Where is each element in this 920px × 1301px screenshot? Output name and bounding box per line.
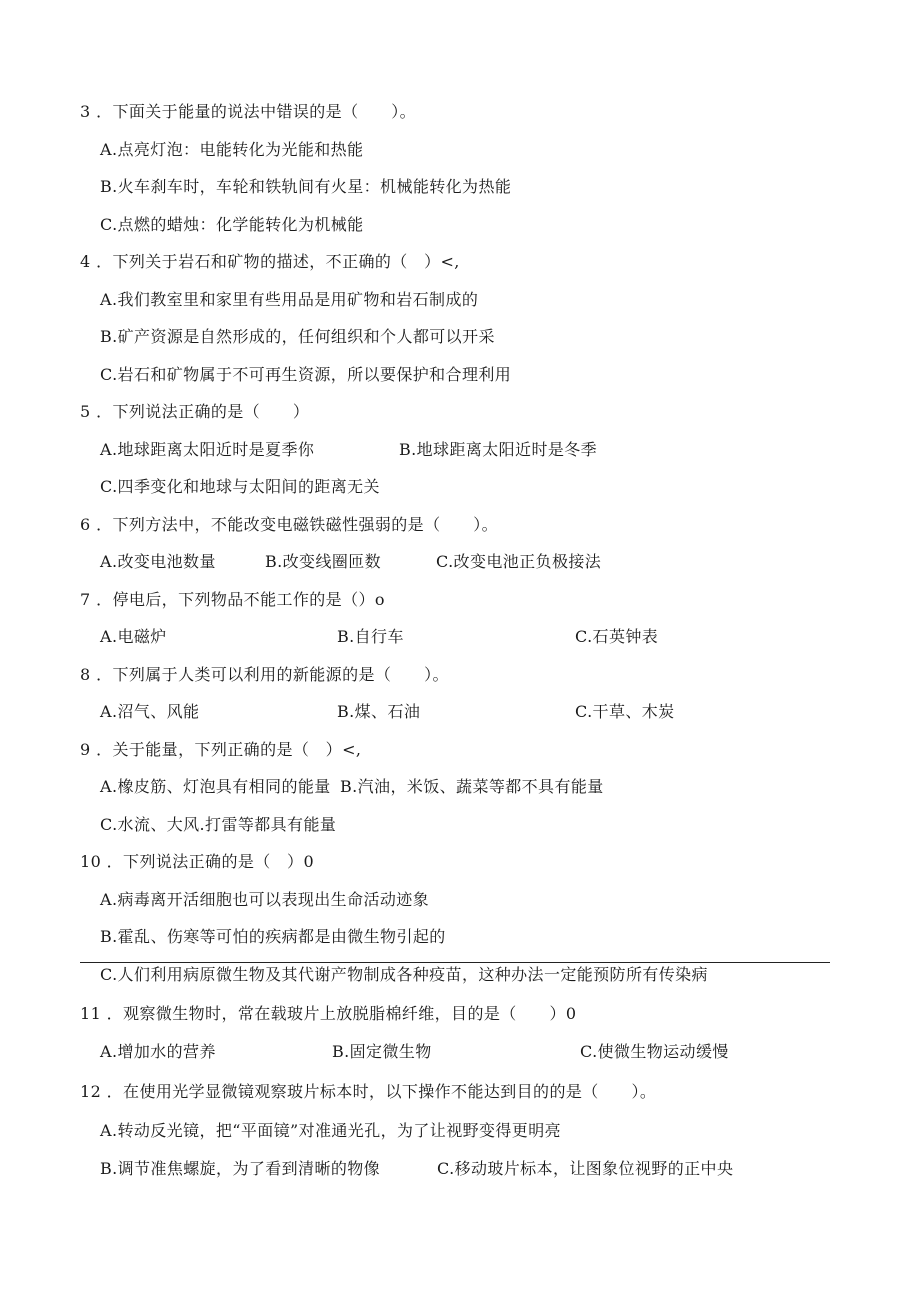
question-12-option-a: A.转动反光镜，把“平面镜”对准通光孔，为了让视野变得更明亮 bbox=[100, 1121, 562, 1140]
question-8-option-c: C.干草、木炭 bbox=[575, 702, 675, 721]
question-5-option-b: B.地球距离太阳近时是冬季 bbox=[399, 440, 598, 459]
question-7-stem: 7 ．停电后，下列物品不能工作的是（）o bbox=[80, 590, 385, 609]
question-7-option-c: C.石英钟表 bbox=[575, 627, 659, 646]
question-9-stem: 9 ．关于能量，下列正确的是（ ）<, bbox=[80, 740, 362, 759]
horizontal-divider bbox=[80, 962, 830, 963]
question-11-option-a: A.增加水的营养 bbox=[100, 1042, 216, 1061]
question-6-option-b: B.改变线圈匝数 bbox=[265, 552, 382, 571]
question-12-option-b: B.调节准焦螺旋，为了看到清晰的物像 bbox=[100, 1159, 381, 1178]
question-4-option-c: C.岩石和矿物属于不可再生资源，所以要保护和合理利用 bbox=[100, 365, 512, 384]
question-8-option-b: B.煤、石油 bbox=[337, 702, 421, 721]
question-10-option-c: C.人们利用病原微生物及其代谢产物制成各种疫苗，这种办法一定能预防所有传染病 bbox=[100, 965, 708, 984]
question-5-stem: 5 ．下列说法正确的是（ ） bbox=[80, 402, 310, 421]
question-9-option-c: C.水流、大风.打雷等都具有能量 bbox=[100, 815, 337, 834]
question-4-option-a: A.我们教室里和家里有些用品是用矿物和岩石制成的 bbox=[100, 290, 479, 309]
question-3-option-a: A.点亮灯泡：电能转化为光能和热能 bbox=[100, 140, 364, 159]
question-12-stem: 12 ．在使用光学显微镜观察玻片标本时，以下操作不能达到目的的是（ ）。 bbox=[80, 1082, 657, 1101]
question-3-option-b: B.火车刹车时，车轮和铁轨间有火星：机械能转化为热能 bbox=[100, 177, 512, 196]
question-5-option-c: C.四季变化和地球与太阳间的距离无关 bbox=[100, 477, 380, 496]
question-7-option-b: B.自行车 bbox=[337, 627, 404, 646]
question-10-option-b: B.霍乱、伤寒等可怕的疾病都是由微生物引起的 bbox=[100, 927, 446, 946]
question-12-option-c: C.移动玻片标本，让图象位视野的正中央 bbox=[437, 1159, 734, 1178]
question-6-option-a: A.改变电池数量 bbox=[100, 552, 216, 571]
question-7-option-a: A.电磁炉 bbox=[100, 627, 167, 646]
question-4-stem: 4 ．下列关于岩石和矿物的描述，不正确的（ ）<, bbox=[80, 252, 460, 271]
question-9-option-a: A.橡皮筋、灯泡具有相同的能量 bbox=[100, 777, 331, 796]
question-11-stem: 11 ．观察微生物时，常在载玻片上放脱脂棉纤维，目的是（ ）0 bbox=[80, 1004, 577, 1023]
question-10-stem: 10 ．下列说法正确的是（ ）0 bbox=[80, 852, 315, 871]
question-6-stem: 6 ．下列方法中，不能改变电磁铁磁性强弱的是（ ）。 bbox=[80, 515, 499, 534]
question-11-option-b: B.固定微生物 bbox=[332, 1042, 432, 1061]
question-8-option-a: A.沼气、风能 bbox=[100, 702, 200, 721]
question-10-option-a: A.病毒离开活细胞也可以表现出生命活动迹象 bbox=[100, 890, 430, 909]
question-4-option-b: B.矿产资源是自然形成的，任何组织和个人都可以开采 bbox=[100, 327, 495, 346]
question-8-stem: 8 ．下列属于人类可以利用的新能源的是（ ）。 bbox=[80, 665, 449, 684]
question-3-stem: 3 ．下面关于能量的说法中错误的是（ ）。 bbox=[80, 102, 417, 121]
question-6-option-c: C.改变电池正负极接法 bbox=[436, 552, 602, 571]
question-5-option-a: A.地球距离太阳近时是夏季你 bbox=[100, 440, 315, 459]
question-9-option-b: B.汽油，米饭、蔬菜等都不具有能量 bbox=[340, 777, 604, 796]
question-3-option-c: C.点燃的蜡烛：化学能转化为机械能 bbox=[100, 215, 364, 234]
question-11-option-c: C.使微生物运动缓慢 bbox=[580, 1042, 729, 1061]
